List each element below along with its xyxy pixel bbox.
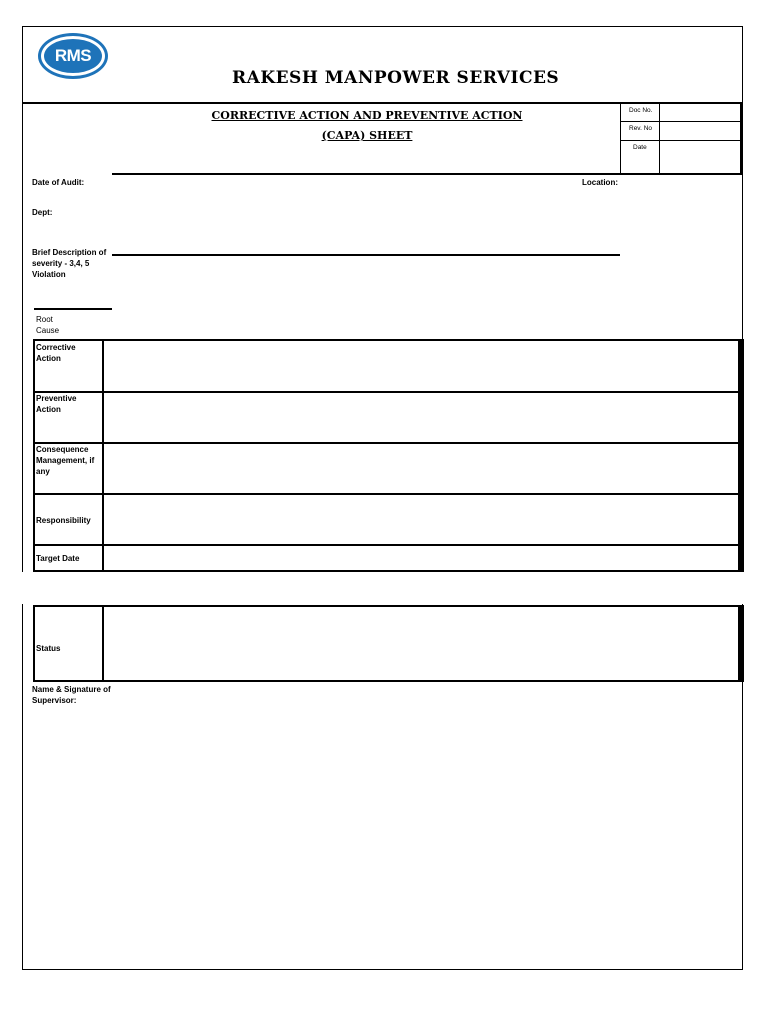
page-border-top: [22, 26, 742, 27]
status-table: [33, 605, 741, 682]
date-of-audit-label: Date of Audit:: [32, 178, 85, 187]
brief-description-label: Brief Description of severity - 3,4, 5 Violation: [32, 248, 107, 279]
corrective-action-label: Corrective Action: [36, 343, 76, 363]
dept-label: Dept:: [32, 208, 53, 217]
capa-title: [112, 106, 622, 146]
status-table-right-edge: [741, 605, 744, 682]
page-border-left: [22, 26, 23, 572]
capa-title-line2: (CAPA) SHEET: [321, 129, 413, 142]
page2-border-bottom: [22, 969, 743, 970]
capa-table: [33, 339, 741, 572]
capa-title-line1: CORRECTIVE ACTION AND PREVENTIVE ACTION: [211, 109, 523, 122]
responsibility-label: Responsibility: [36, 516, 91, 525]
consequence-management-label: Consequence Management, if any: [36, 445, 95, 476]
root-cause-label: Root Cause: [36, 315, 60, 335]
location-label: Location:: [582, 178, 618, 187]
preventive-action-label: Preventive Action: [36, 394, 77, 414]
status-label: Status: [36, 644, 61, 653]
target-date-label: Target Date: [36, 554, 80, 563]
company-name: RAKESH MANPOWER SERVICES: [232, 68, 560, 88]
doc-box-right-edge: [740, 103, 743, 174]
doc-no-label: Doc No.: [629, 107, 653, 114]
table-right-edge: [741, 339, 744, 572]
supervisor-signature-label: Name & Signature of Supervisor:: [32, 685, 111, 705]
brief-description-line: [112, 254, 620, 256]
rms-logo: [38, 33, 108, 79]
rev-no-label: Rev. No: [629, 125, 652, 132]
root-cause-line: [34, 308, 112, 310]
date-label: Date: [633, 144, 647, 151]
page2-border-left: [22, 604, 23, 970]
rms-logo-text: RMS: [44, 39, 102, 73]
doc-info-box: [620, 103, 742, 174]
title-bottom-line: [112, 173, 742, 175]
